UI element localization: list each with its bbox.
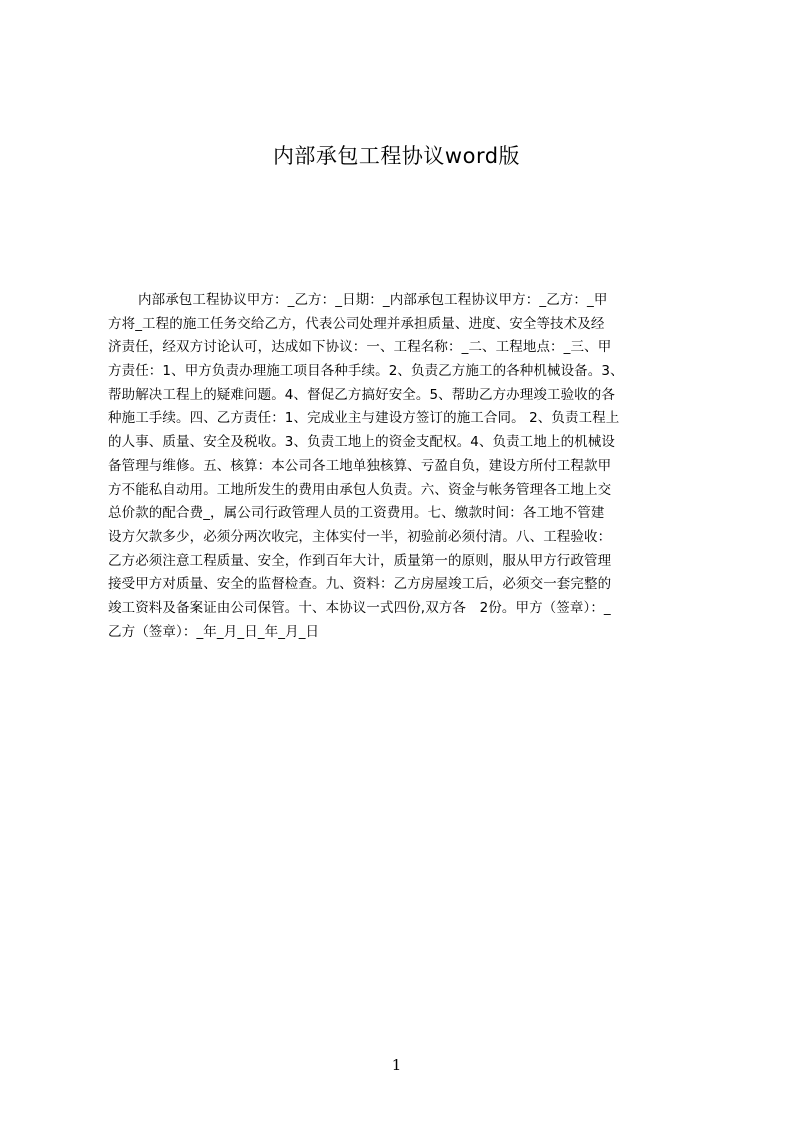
body-line-1: 内部承包工程协议甲方：_乙方：_日期：_内部承包工程协议甲方：_乙方：_甲 xyxy=(138,292,608,308)
body-line-6: 种施工手续。四、乙方责任：1、完成业主与建设方签订的施工合同。 2、负责工程上 xyxy=(108,410,620,427)
page-number: 1 xyxy=(391,1056,402,1074)
body-line-12: 乙方必须注意工程质量、安全，作到百年大计，质量第一的原则，服从甲方行政管理 xyxy=(108,552,612,569)
body-line-15: 乙方（签章）：_年_月_日_年_月_日 xyxy=(108,623,320,640)
body-line-3: 济责任，经双方讨论认可，达成如下协议：一、工程名称：_二、工程地点：_三、甲 xyxy=(108,339,612,356)
body-line-8: 备管理与维修。五、核算：本公司各工地单独核算、亏盈自负，建设方所付工程款甲 xyxy=(108,457,612,474)
body-line-5: 帮助解决工程上的疑难问题。4、督促乙方搞好安全。5、帮助乙方办理竣工验收的各 xyxy=(108,386,615,403)
body-line-2: 方将_工程的施工任务交给乙方，代表公司处理并承担质量、进度、安全等技术及经 xyxy=(108,315,605,332)
body-line-9: 方不能私自动用。工地所发生的费用由承包人负责。六、资金与帐务管理各工地上交 xyxy=(108,481,612,498)
body-line-14: 竣工资料及备案证由公司保管。十、本协议一式四份,双方各 2份。甲方（签章）：_ xyxy=(108,599,611,616)
body-line-13: 接受甲方对质量、安全的监督检查。九、资料：乙方房屋竣工后，必须交一套完整的 xyxy=(108,576,612,593)
body-line-7: 的人事、质量、安全及税收。3、负责工地上的资金支配权。4、负责工地上的机械设 xyxy=(108,434,615,451)
body-line-10: 总价款的配合费_，属公司行政管理人员的工资费用。七、缴款时间：各工地不管建 xyxy=(108,505,605,522)
body-line-4: 方责任：1、甲方负责办理施工项目各种手续。2、负责乙方施工的各种机械设备。3、 xyxy=(108,363,624,380)
body-line-11: 设方欠款多少，必须分两次收完，主体实付一半，初验前必须付清。八、工程验收： xyxy=(108,528,612,545)
document-body xyxy=(108,289,700,644)
document-title: 内部承包工程协议word版 xyxy=(272,144,521,168)
